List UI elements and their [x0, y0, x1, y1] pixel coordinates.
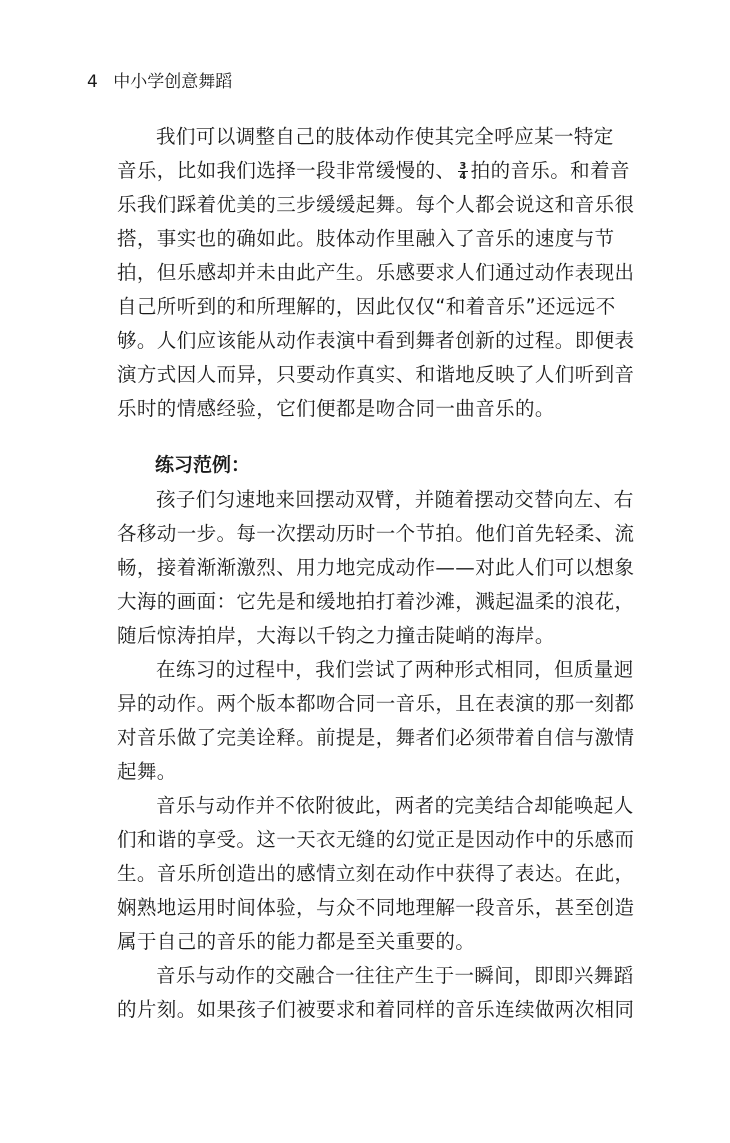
- paragraph-2: [117, 483, 634, 1027]
- text-segment: 音乐，比如我们选择一段非常缓慢的、: [117, 159, 456, 182]
- text-line: 畅，接着渐渐激烈、用力地完成动作——对此人们可以想象: [117, 556, 635, 579]
- text-line: 随后惊涛拍岸，大海以千钧之力撞击陡峭的海岸。: [117, 624, 555, 647]
- book-title: 中小学创意舞蹈: [113, 72, 233, 92]
- text-line: 的片刻。如果孩子们被要求和着同样的音乐连续做两次相同: [117, 998, 635, 1021]
- text-line: 大海的画面：它先是和缓地拍打着沙滩，溅起温柔的浪花，: [117, 590, 635, 613]
- text-line: 异的动作。两个版本都吻合同一音乐，且在表演的那一刻都: [117, 692, 635, 715]
- text-line: 各移动一步。每一次摆动历时一个节拍。他们首先轻柔、流: [117, 522, 635, 545]
- text-line: 够。人们应该能从动作表演中看到舞者创新的过程。即便表: [117, 329, 635, 352]
- text-line: 我们可以调整自己的肢体动作使其完全呼应某一特定: [156, 125, 614, 148]
- paragraph-1: [117, 120, 634, 426]
- text-line: 自己所听到的和所理解的，因此仅仅“和着音乐”还远远不: [117, 295, 616, 318]
- text-line: 演方式因人而异，只要动作真实、和谐地反映了人们听到音: [117, 363, 635, 386]
- text-line: 生。音乐所创造出的感情立刻在动作中获得了表达。在此，: [117, 862, 635, 885]
- text-line: 对音乐做了完美诠释。前提是，舞者们必须带着自信与激情: [117, 726, 635, 749]
- fraction-denominator: 4: [459, 171, 467, 182]
- text-line: 起舞。: [117, 760, 177, 783]
- text-segment: 拍的音乐。和着音: [470, 159, 630, 182]
- text-line: 音乐与动作的交融合一往往产生于一瞬间，即即兴舞蹈: [156, 964, 634, 987]
- text-line: 孩子们匀速地来回摆动双臂，并随着摆动交替向左、右: [156, 488, 634, 511]
- text-line: 属于自己的音乐的能力都是至关重要的。: [117, 930, 476, 953]
- time-signature-fraction: [458, 162, 467, 181]
- text-line: 娴熟地运用时间体验，与众不同地理解一段音乐，甚至创造: [117, 896, 635, 919]
- text-line: 们和谐的享受。这一天衣无缝的幻觉正是因动作中的乐感而: [117, 828, 635, 851]
- text-line: 在练习的过程中，我们尝试了两种形式相同，但质量迥: [156, 658, 634, 681]
- page-number: 4: [87, 72, 98, 92]
- section-heading: 练习范例：: [155, 454, 251, 476]
- fraction-numerator: 3: [459, 161, 467, 172]
- text-line: 乐时的情感经验，它们便都是吻合同一曲音乐的。: [117, 397, 555, 420]
- running-header: [87, 70, 232, 94]
- text-line: 音乐与动作并不依附彼此，两者的完美结合却能唤起人: [156, 794, 634, 817]
- text-line: 搭，事实也的确如此。肢体动作里融入了音乐的速度与节: [117, 227, 615, 250]
- text-line: [117, 154, 634, 188]
- text-line: 乐我们踩着优美的三步缓缓起舞。每个人都会说这和音乐很: [117, 193, 635, 216]
- text-line: 拍，但乐感却并未由此产生。乐感要求人们通过动作表现出: [117, 261, 635, 284]
